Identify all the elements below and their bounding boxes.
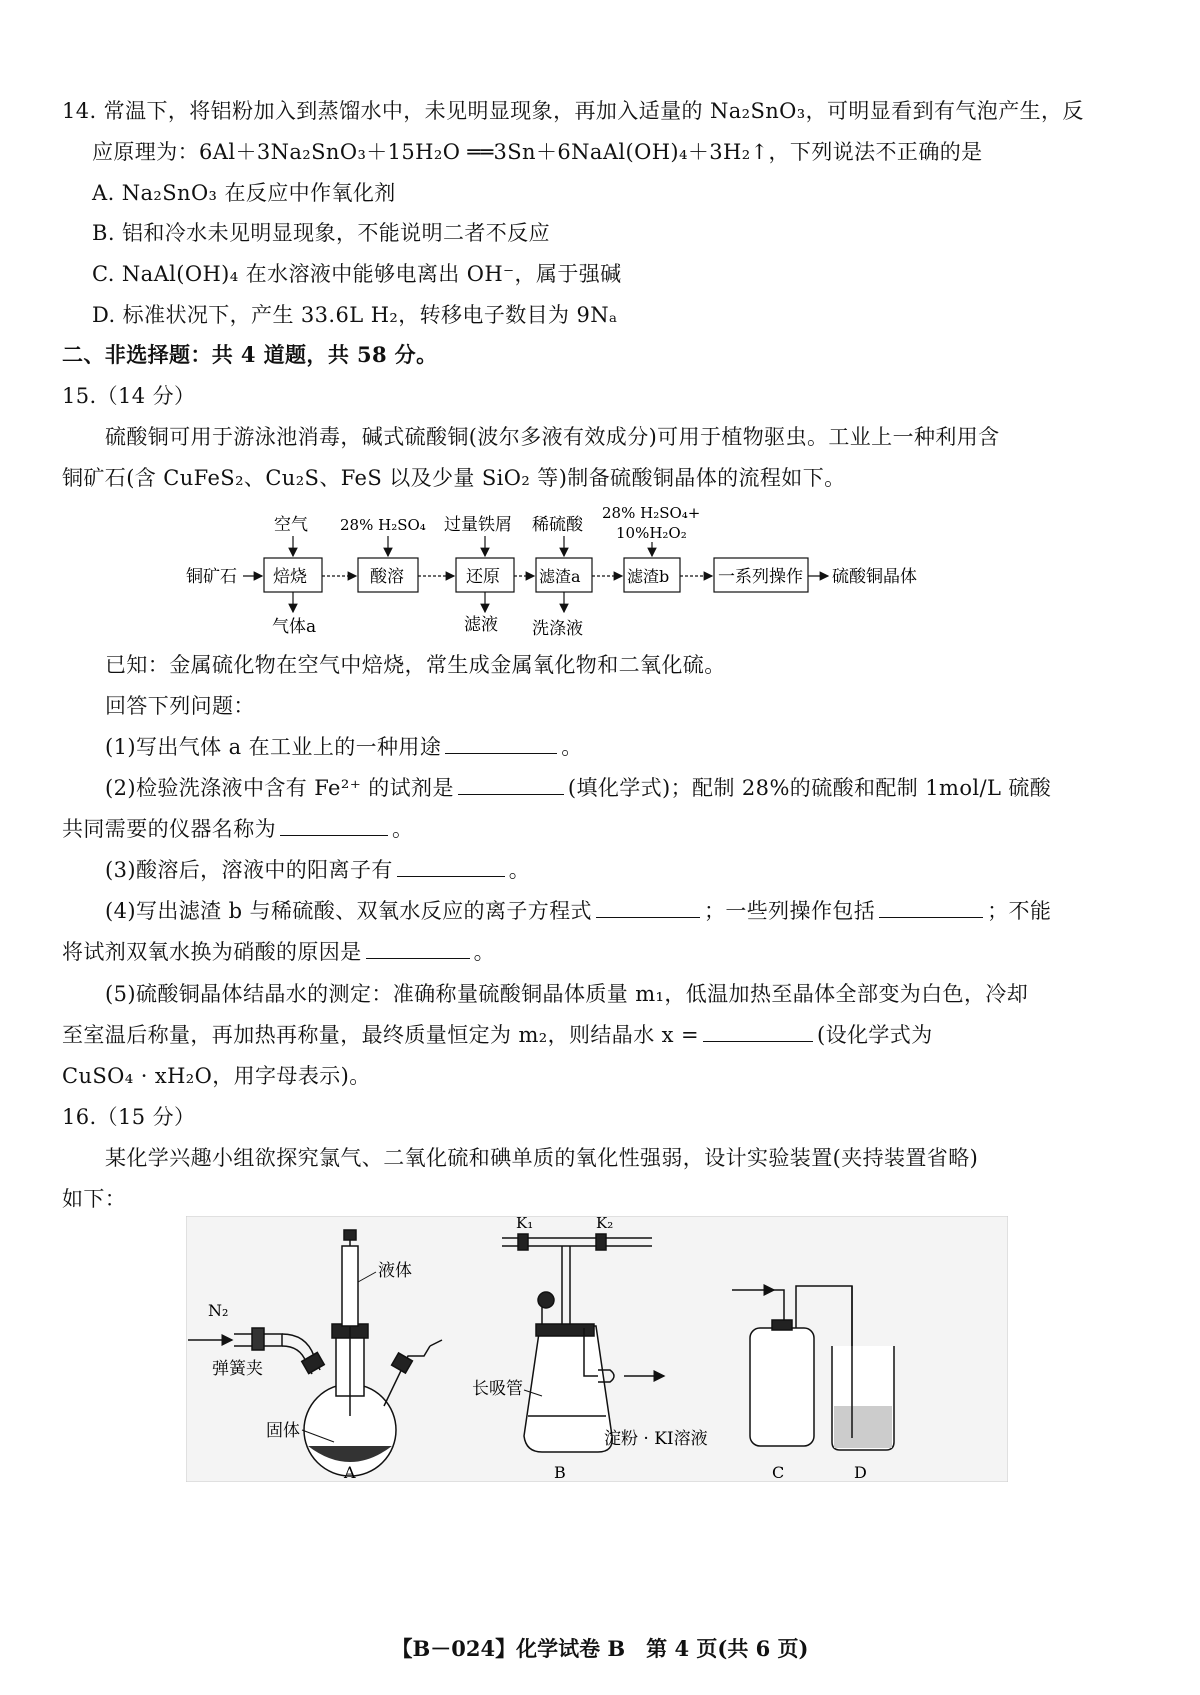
label-d: D [854, 1463, 867, 1482]
answer-blank[interactable] [280, 815, 388, 836]
flow-input-h2so4-h2o2-line1: 28% H₂SO₄+ [602, 504, 701, 522]
flow-input-dilute-acid: 稀硫酸 [532, 515, 583, 535]
n2-label: N₂ [208, 1301, 229, 1320]
q15-part2 [105, 773, 1051, 803]
label-a: A [344, 1463, 356, 1482]
q15-part2-text-a: (2)检验洗涤液中含有 Fe²⁺ 的试剂是 [105, 776, 454, 800]
q15-part4-cont [62, 937, 495, 967]
q15-part5-line1: (5)硫酸铜晶体结晶水的测定：准确称量硫酸铜晶体质量 m₁，低温加热至晶体全部变为白色，冷却 [105, 982, 1029, 1006]
k1-label: K₁ [516, 1216, 534, 1232]
flow-output-wash: 洗涤液 [532, 619, 583, 639]
q15-part4-text-a: (4)写出滤渣 b 与稀硫酸、双氧水反应的离子方程式 [105, 899, 592, 923]
q15-part4-end: 。 [473, 940, 496, 964]
page-footer: 【B－024】化学试卷 B 第 4 页(共 6 页) [391, 1636, 809, 1661]
q15-part3-text: (3)酸溶后，溶液中的阳离子有 [105, 858, 393, 882]
solid-label: 固体 [266, 1421, 300, 1441]
q15-part4 [105, 896, 1051, 926]
flow-input-iron: 过量铁屑 [444, 515, 512, 535]
q15-part3-end: 。 [508, 858, 531, 882]
label-b: B [554, 1463, 566, 1482]
q15-part5-line2 [62, 1020, 933, 1050]
flow-input-h2so4: 28% H₂SO₄ [340, 516, 426, 534]
label-c: C [772, 1463, 785, 1482]
flow-box-reduce-label: 还原 [466, 567, 500, 587]
flow-start-label: 铜矿石 [186, 567, 237, 587]
flow-output-filtrate: 滤液 [464, 615, 498, 635]
q15-part5-line3: CuSO₄ · xH₂O，用字母表示)。 [62, 1064, 371, 1088]
q15-part1-text: (1)写出气体 a 在工业上的一种用途 [105, 735, 442, 759]
q15-known: 已知：金属硫化物在空气中焙烧，常生成金属氧化物和二氧化硫。 [105, 653, 726, 677]
q15-part2-text-c: 共同需要的仪器名称为 [62, 817, 276, 841]
q14-stem-line1: 14. 常温下，将铝粉加入到蒸馏水中，未见明显现象，再加入适量的 Na₂SnO₃，可明显看到有气泡产生，反 [62, 99, 1084, 123]
q15-part4-text-c: ；不能 [987, 899, 1052, 923]
answer-blank[interactable] [366, 938, 470, 959]
answer-blank[interactable] [703, 1021, 813, 1042]
answer-blank[interactable] [397, 856, 505, 877]
spring-clip-label: 弹簧夹 [212, 1359, 263, 1379]
q15-part3 [105, 855, 530, 885]
q15-intro-line2: 铜矿石(含 CuFeS₂、Cu₂S、FeS 以及少量 SiO₂ 等)制备硫酸铜晶体的流程如下。 [62, 466, 846, 490]
q14-stem-line2: 应原理为：6Al＋3Na₂SnO₃＋15H₂O ══3Sn＋6NaAl(OH)₄＋3H₂↑，下列说法不正确的是 [92, 140, 983, 164]
q15-intro-line1: 硫酸铜可用于游泳池消毒，碱式硫酸铜(波尔多液有效成分)可用于植物驱虫。工业上一种利用含 [105, 425, 1000, 449]
q14-option-a: A. Na₂SnO₃ 在反应中作氧化剂 [92, 181, 396, 205]
q15-part5-text-b: 至室温后称量，再加热再称量，最终质量恒定为 m₂，则结晶水 x = [62, 1023, 699, 1047]
starch-ki-label: 淀粉 · KI溶液 [604, 1429, 708, 1449]
answer-blank[interactable] [445, 733, 557, 754]
q14-option-c: C. NaAl(OH)₄ 在水溶液中能够电离出 OH⁻，属于强碱 [92, 262, 622, 286]
flow-box-roast-label: 焙烧 [273, 567, 307, 587]
k2-label: K₂ [596, 1216, 614, 1232]
q15-part2-cont [62, 814, 413, 844]
answer-blank[interactable] [879, 897, 983, 918]
flow-input-h2so4-h2o2-line2: 10%H₂O₂ [616, 524, 687, 542]
liquid-label: 液体 [378, 1261, 412, 1281]
q15-part2-end: 。 [392, 817, 414, 841]
q16-apparatus-diagram [186, 1216, 1008, 1482]
q14-option-d: D. 标准状况下，产生 33.6L H₂，转移电子数目为 9Nₐ [92, 303, 618, 327]
flow-input-air: 空气 [274, 515, 308, 535]
q16-intro-line2: 如下： [62, 1187, 127, 1211]
flow-box-residue-a-label: 滤渣a [539, 567, 581, 586]
q15-part2-text-b: (填化学式)；配制 28%的硫酸和配制 1mol/L 硫酸 [567, 776, 1052, 800]
flow-box-residue-b-label: 滤渣b [627, 567, 670, 586]
q15-part1-end: 。 [561, 735, 583, 759]
section-heading: 二、非选择题：共 4 道题，共 58 分。 [62, 342, 438, 367]
flow-end-label: 硫酸铜晶体 [832, 567, 917, 587]
answer-blank[interactable] [596, 897, 700, 918]
q15-heading: 15.（14 分） [62, 384, 196, 408]
q15-part1 [105, 732, 583, 762]
flow-output-gas-a: 气体a [272, 617, 317, 637]
q16-intro-line1: 某化学兴趣小组欲探究氯气、二氧化硫和碘单质的氧化性强弱，设计实验装置(夹持装置省略) [105, 1146, 979, 1170]
flow-box-acid-dissolve-label: 酸溶 [370, 567, 404, 587]
flow-box-series-ops-label: 一系列操作 [718, 567, 803, 587]
q16-heading: 16.（15 分） [62, 1105, 196, 1129]
q15-part5-text-c: (设化学式为 [817, 1023, 933, 1047]
long-tube-label: 长吸管 [472, 1379, 523, 1399]
answer-blank[interactable] [458, 774, 564, 795]
q15-part4-text-d: 将试剂双氧水换为硝酸的原因是 [62, 940, 362, 964]
q14-option-b: B. 铝和冷水未见明显现象，不能说明二者不反应 [92, 221, 550, 245]
q15-flowchart [150, 500, 1050, 650]
q15-part4-text-b: ；一些列操作包括 [703, 899, 876, 923]
q15-answer-prompt: 回答下列问题： [105, 694, 255, 718]
